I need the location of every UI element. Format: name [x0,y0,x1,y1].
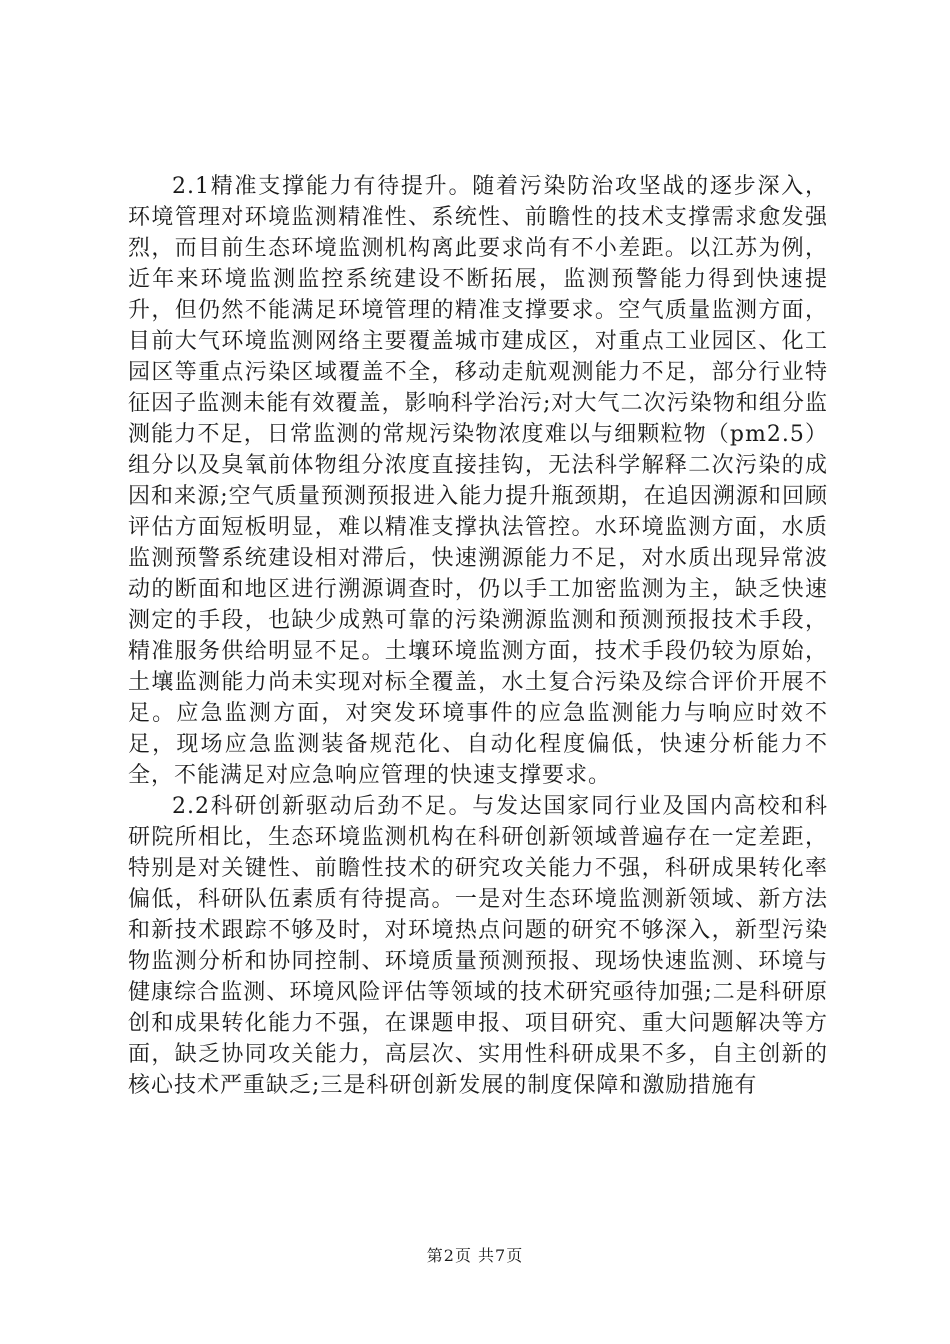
page-number-footer: 第2页 共7页 [426,1246,524,1265]
document-body [128,171,828,1101]
paragraph-2-1: 2.1精准支撑能力有待提升。随着污染防治攻坚战的逐步深入，环境管理对环境监测精准性、系统性、前瞻性的技术支撑需求愈发强烈，而目前生态环境监测机构离此要求尚有不小差距。以江苏为例，近年来环境监测监控系统建设不断拓展，监测预警能力得到快速提升，但仍然不能满足环境管理的精准支撑要求。空气质量监测方面，目前大气环境监测网络主要覆盖城市建成区，对重点工业园区、化工园区等重点污染区域覆盖不全，移动走航观测能力不足，部分行业特征因子监测未能有效覆盖，影响科学治污;对大气二次污染物和组分监测能力不足，日常监测的常规污染物浓度难以与细颗粒物（pm2.5）组分以及臭氧前体物组分浓度直接挂钩，无法科学解释二次污染的成因和来源;空气质量预测预报进入能力提升瓶颈期，在追因溯源和回顾评估方面短板明显，难以精准支撑执法管控。水环境监测方面，水质监测预警系统建设相对滞后，快速溯源能力不足，对水质出现异常波动的断面和地区进行溯源调查时，仍以手工加密监测为主，缺乏快速测定的手段，也缺少成熟可靠的污染溯源监测和预测预报技术手段，精准服务供给明显不足。土壤环境监测方面，技术手段仍较为原始，土壤监测能力尚未实现对标全覆盖，水土复合污染及综合评价开展不足。应急监测方面，对突发环境事件的应急监测能力与响应时效不足，现场应急监测装备规范化、自动化程度偏低，快速分析能力不全，不能满足对应急响应管理的快速支撑要求。 [128,174,828,788]
paragraph-2-2: 2.2科研创新驱动后劲不足。与发达国家同行业及国内高校和科研院所相比，生态环境监测机构在科研创新领域普遍存在一定差距，特别是对关键性、前瞻性技术的研究攻关能力不强，科研成果转化率偏低，科研队伍素质有待提高。一是对生态环境监测新领域、新方法和新技术跟踪不够及时，对环境热点问题的研究不够深入，新型污染物监测分析和协同控制、环境质量预测预报、现场快速监测、环境与健康综合监测、环境风险评估等领域的技术研究亟待加强;二是科研原创和成果转化能力不强，在课题申报、项目研究、重大问题解决等方面，缺乏协同攻关能力，高层次、实用性科研成果不多，自主创新的核心技术严重缺乏;三是科研创新发展的制度保障和激励措施有 [128,794,828,1098]
